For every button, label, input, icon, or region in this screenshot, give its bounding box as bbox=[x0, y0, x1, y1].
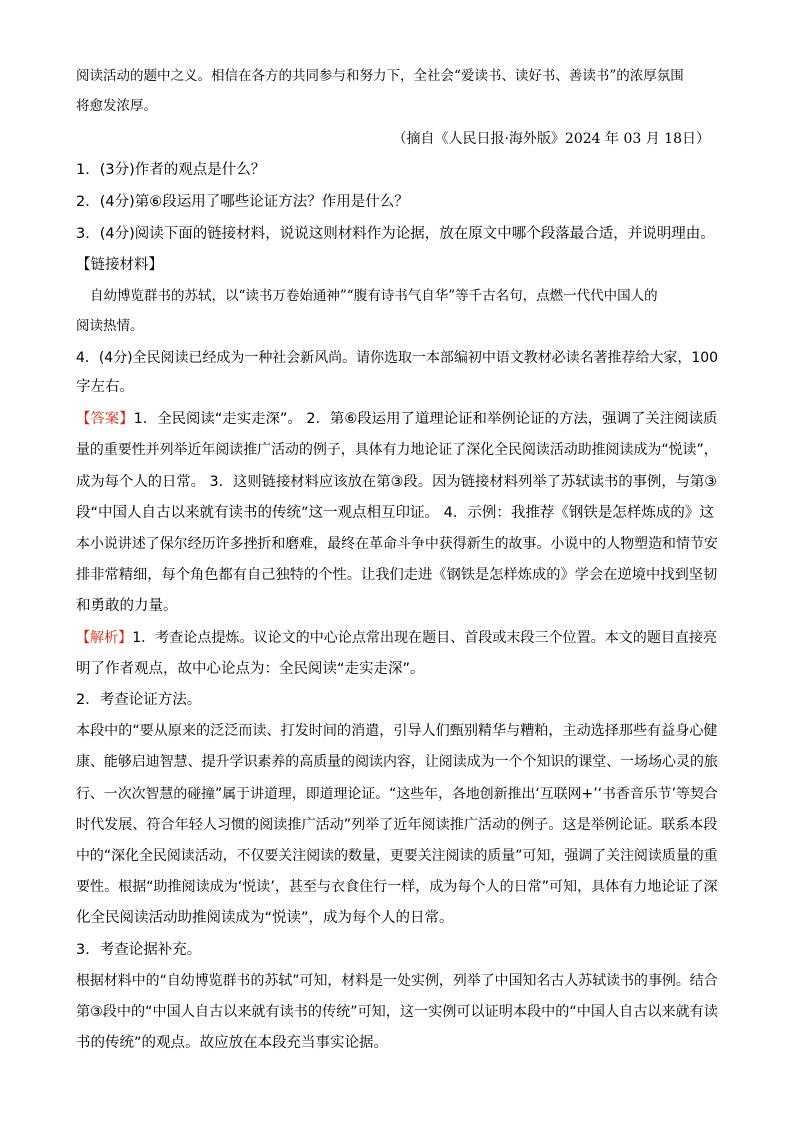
analysis-heading-2: 2．考查论证方法。 bbox=[76, 692, 202, 708]
answer-line-2: 量的重要性并列举近年阅读推广活动的例子，具体有力地论证了深化全民阅读活动助推阅读成为“悦读”， bbox=[76, 442, 718, 458]
question-1: 1．(3分)作者的观点是什么？ bbox=[76, 162, 266, 178]
analysis-p3-line-3: 书的传统”的观点。故应放在本段充当事实论据。 bbox=[76, 1035, 389, 1051]
source-citation: （摘自《人民日报·海外版》2024 年 03 月 18日） bbox=[392, 131, 710, 147]
link-material-line-2: 阅读热情。 bbox=[76, 318, 144, 334]
question-2: 2．(4分)第⑥段运用了哪些论证方法？作用是什么？ bbox=[76, 194, 409, 210]
analysis-p2-line-2: 康、能够启迪智慧、提升学识素养的高质量的阅读内容，让阅读成为一个个知识的课堂、一场场心灵的旅 bbox=[76, 754, 718, 770]
question-4-line-1: 4．(4分)全民阅读已经成为一种社会新风尚。请你选取一本部编初中语文教材必读名著推荐给大家，100 bbox=[76, 350, 719, 366]
intro-line-1: 阅读活动的题中之义。相信在各方的共同参与和努力下，全社会“爱读书、读好书、善读书”的浓厚氛围 bbox=[76, 68, 684, 84]
analysis-line-1 bbox=[76, 628, 717, 648]
analysis-heading-3: 3．考查论据补充。 bbox=[76, 942, 202, 958]
question-3: 3．(4分)阅读下面的链接材料，说说这则材料作为论据，放在原文中哪个段落最合适，并说明理由。 bbox=[76, 226, 715, 242]
analysis-p3-line-2: 第③段中的“中国人自古以来就有读书的传统”可知，这一实例可以证明本段中的“中国人自古以来就有读 bbox=[76, 1004, 718, 1020]
answer-tag: 【答案】 bbox=[76, 411, 134, 427]
analysis-tag: 【解析】 bbox=[76, 630, 133, 646]
analysis-p2-line-3: 行、一次次智慧的碰撞”属于讲道理，即道理论证。“这些年，各地创新推出‘互联网+’‘书香音乐节’等契合 bbox=[76, 786, 718, 802]
analysis-p2-line-1: 本段中的“要从原来的泛泛而读、打发时间的消遣，引导人们甄别精华与糟粕，主动选择那些有益身心健 bbox=[76, 723, 718, 739]
answer-line-5: 本小说讲述了保尔经历许多挫折和磨难，最终在革命斗争中获得新生的故事。小说中的人物塑造和情节安 bbox=[76, 536, 718, 552]
analysis-p3-line-1: 根据材料中的“自幼博览群书的苏轼”可知，材料是一处实例，列举了中国知名古人苏轼读书的事例。结合 bbox=[76, 973, 718, 989]
answer-line-7: 和勇敢的力量。 bbox=[76, 598, 178, 614]
answer-text-1: 1．全民阅读“走实走深”。 2．第⑥段运用了道理论证和举例论证的方法，强调了关注阅读质 bbox=[133, 411, 718, 427]
answer-line-1 bbox=[76, 409, 717, 429]
intro-line-2: 将愈发浓厚。 bbox=[76, 98, 157, 114]
analysis-line-2: 明了作者观点，故中心论点为：全民阅读“走实走深”。 bbox=[76, 661, 425, 677]
answer-line-4: 段“中国人自古以来就有读书的传统”这一观点相互印证。 4．示例：我推荐《钢铁是怎样炼成的》这 bbox=[76, 505, 714, 521]
analysis-p2-line-4: 时代发展、符合年轻人习惯的阅读推广活动”列举了近年阅读推广活动的例子。这是举例论证。联系本段 bbox=[76, 817, 718, 833]
analysis-p2-line-5: 中的“深化全民阅读活动，不仅要关注阅读的数量，更要关注阅读的质量”可知，强调了关注阅读质量的重 bbox=[76, 848, 718, 864]
answer-line-6: 排非常精细，每个角色都有自己独特的个性。让我们走进《钢铁是怎样炼成的》学会在逆境中找到坚韧 bbox=[76, 567, 718, 583]
link-material-heading: 【链接材料】 bbox=[76, 257, 163, 273]
answer-line-3: 成为每个人的日常。 3．这则链接材料应该放在第③段。因为链接材料列举了苏轼读书的事例，与第③ bbox=[76, 474, 718, 490]
analysis-p2-line-7: 化全民阅读活动助推阅读成为“悦读”，成为每个人的日常。 bbox=[76, 910, 454, 926]
analysis-text-1: 1．考查论点提炼。议论文的中心论点常出现在题目、首段或末段三个位置。本文的题目直接亮 bbox=[132, 630, 718, 646]
analysis-p2-line-6: 要性。根据“助推阅读成为‘悦读’，甚至与衣食住行一样，成为每个人的日常”可知，具体有力地论证了深 bbox=[76, 879, 718, 895]
link-material-line-1: 自幼博览群书的苏轼，以“读书万卷始通神”“腹有诗书气自华”等千古名句，点燃一代代中国人的 bbox=[90, 288, 658, 304]
question-4-line-2: 字左右。 bbox=[76, 379, 134, 395]
